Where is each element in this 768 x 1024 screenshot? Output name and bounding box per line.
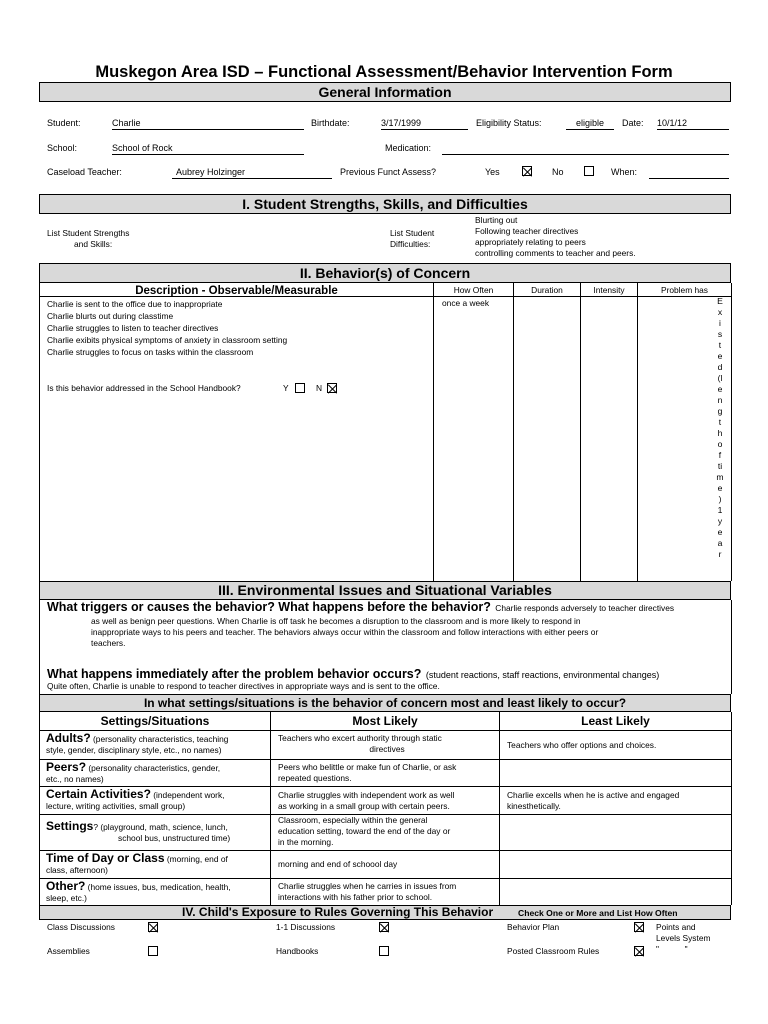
medication-label: Medication: <box>385 143 432 153</box>
divider <box>39 283 40 581</box>
vertical-char: 1 <box>717 505 723 515</box>
section-4-band <box>39 905 731 920</box>
birthdate-field[interactable]: 3/17/1999 <box>381 117 468 130</box>
behavior-plan-checkbox[interactable] <box>634 922 644 932</box>
list-item: Charlie struggles to listen to teacher directives <box>47 323 219 333</box>
adults-least-likely: Teachers who offer options and choices. <box>507 740 657 750</box>
after-block <box>47 667 727 682</box>
vertical-char: t <box>718 340 722 350</box>
list-item: Following teacher directives <box>475 226 579 236</box>
difficulties-list <box>475 215 636 259</box>
date-label: Date: <box>622 118 644 128</box>
peers-most-likely: Peers who belittle or make fun of Charlie, or ask repeated questions. <box>278 762 457 783</box>
divider <box>731 712 732 905</box>
col-how-often-header: How Often <box>453 285 494 295</box>
col-duration-header: Duration <box>531 285 563 295</box>
handbooks-label: Handbooks <box>276 946 319 956</box>
table-row: Time of Day or Class (morning, end of class, afternoon) <box>46 851 228 875</box>
class-discussions-label: Class Discussions <box>47 922 115 932</box>
one-on-one-discussions-checkbox[interactable] <box>379 922 389 932</box>
divider <box>731 283 732 581</box>
vertical-char: ) <box>718 494 722 504</box>
after-question: What happens immediately after the problem behavior occurs? <box>47 667 422 681</box>
vertical-char: o <box>717 439 723 449</box>
date-field[interactable]: 10/1/12 <box>657 117 729 130</box>
behaviors-list <box>47 298 287 358</box>
list-item: Blurting out <box>475 215 518 225</box>
section-2-header: II. Behavior(s) of Concern <box>39 263 731 283</box>
assemblies-checkbox[interactable] <box>148 946 158 956</box>
difficulties-label: List Student Difficulties: <box>390 228 435 249</box>
yes-checkbox[interactable] <box>522 166 532 176</box>
vertical-char: e <box>717 483 723 493</box>
col-least-likely-header: Least Likely <box>581 714 650 728</box>
school-field[interactable]: School of Rock <box>112 142 304 155</box>
adults-most-likely: Teachers who excert authority through static directives <box>278 733 442 754</box>
student-label: Student: <box>47 118 81 128</box>
divider <box>731 600 732 694</box>
divider <box>499 712 500 905</box>
handbook-y-checkbox[interactable] <box>295 383 305 393</box>
triggers-answer-1: Charlie responds adversely to teacher directives <box>495 603 675 613</box>
vertical-char: (l <box>717 373 723 383</box>
vertical-char: e <box>717 527 723 537</box>
col-problem-header: Problem has <box>660 285 708 295</box>
settings-band: In what settings/situations is the behavior of concern most and least likely to occur? <box>39 694 731 712</box>
vertical-char: e <box>717 384 723 394</box>
triggers-answer: as well as benign peer questions. When Charlie is off task he becomes a disruption to the classroom and is more likely to respond in inappropriate ways to his peers and teacher. The behaviors always occur within the classroom and follow interactions with either peers or teachers. <box>91 616 599 648</box>
caseload-teacher-field[interactable]: Aubrey Holzinger <box>172 166 332 179</box>
school-label: School: <box>47 143 78 153</box>
behavior-plan-note: Points and Levels System <box>656 922 711 943</box>
medication-field[interactable] <box>442 142 729 155</box>
vertical-char: i <box>719 318 721 328</box>
settings-most-likely: Classroom, especially within the general education setting, toward the end of the day or in the morning. <box>278 815 451 847</box>
divider <box>513 283 514 581</box>
vertical-char: e <box>717 351 723 361</box>
activities-most-likely: Charlie struggles with independent work as well as working in a small group with certain peers. <box>278 790 455 811</box>
vertical-char: x <box>717 307 723 317</box>
table-row: Settings? (playground, math, science, lunch, school bus, unstructured time) <box>46 819 231 843</box>
strengths-label: List Student Strengths and Skills: <box>47 228 130 249</box>
vertical-char: a <box>717 538 723 548</box>
no-label: No <box>552 167 564 177</box>
section-3-header: III. Environmental Issues and Situational Variables <box>39 581 731 600</box>
caseload-teacher-label: Caseload Teacher: <box>47 167 122 177</box>
list-item: controlling comments to teacher and peers. <box>475 248 636 258</box>
divider <box>39 712 40 905</box>
vertical-char: E <box>717 296 723 306</box>
list-item: Charlie is sent to the office due to inappropriate <box>47 299 223 309</box>
divider <box>637 283 638 581</box>
divider <box>433 283 434 581</box>
col-intensity-header: Intensity <box>593 285 625 295</box>
no-checkbox[interactable] <box>584 166 594 176</box>
list-item: Charlie blurts out during classtime <box>47 311 174 321</box>
vertical-char: s <box>717 329 723 339</box>
section-4-header: IV. Child's Exposure to Rules Governing This Behavior <box>182 905 494 919</box>
posted-rules-note: " " <box>656 944 688 954</box>
vertical-char: h <box>717 428 723 438</box>
general-information-header: General Information <box>39 82 731 102</box>
vertical-char: r <box>718 549 722 559</box>
birthdate-label: Birthdate: <box>311 118 350 128</box>
posted-rules-label: Posted Classroom Rules <box>507 946 600 956</box>
list-item: Charlie exibits physical symptoms of anxiety in classroom setting <box>47 335 288 345</box>
table-row: Peers? (personality characteristics, gender, etc., no names) <box>46 760 221 784</box>
handbook-n-label: N <box>316 383 323 393</box>
time-most-likely: morning and end of schoool day <box>278 859 398 869</box>
vertical-char: ti <box>717 461 723 471</box>
handbook-question: Is this behavior addressed in the School Handbook? <box>47 383 241 393</box>
class-discussions-checkbox[interactable] <box>148 922 158 932</box>
table-row: Certain Activities? (independent work, lecture, writing activities, small group) <box>46 787 225 811</box>
divider <box>580 283 581 581</box>
eligibility-label: Eligibility Status: <box>476 118 542 128</box>
vertical-char: m <box>716 472 724 482</box>
assemblies-label: Assemblies <box>47 946 90 956</box>
divider <box>39 878 731 879</box>
divider <box>39 600 40 694</box>
col-settings-header: Settings/Situations <box>100 714 210 728</box>
triggers-question: What triggers or causes the behavior? What happens before the behavior? <box>47 600 491 614</box>
vertical-char: y <box>717 516 723 526</box>
handbook-n-checkbox[interactable] <box>327 383 337 393</box>
when-label: When: <box>611 167 638 177</box>
problem-duration-vertical <box>714 296 726 560</box>
table-row: Adults? (personality characteristics, teaching style, gender, disciplinary style, etc., no names) <box>46 731 229 755</box>
posted-rules-checkbox[interactable] <box>634 946 644 956</box>
vertical-char: t <box>718 417 722 427</box>
previous-funct-assess-label: Previous Funct Assess? <box>340 167 437 177</box>
one-on-one-discussions-label: 1-1 Discussions <box>276 922 336 932</box>
col-description-header: Description - Observable/Measurable <box>135 285 338 297</box>
divider <box>270 712 271 905</box>
table-row: Other? (home issues, bus, medication, health, sleep, etc.) <box>46 879 231 903</box>
behavior-plan-label: Behavior Plan <box>507 922 560 932</box>
vertical-char: d <box>717 362 723 372</box>
vertical-char: f <box>718 450 722 460</box>
activities-least-likely: Charlie excells when he is active and engaged kinesthetically. <box>507 790 680 811</box>
vertical-char: g <box>717 406 723 416</box>
divider <box>39 730 731 731</box>
after-question-note: (student reactions, staff reactions, environmental changes) <box>425 670 660 680</box>
section-4-instruction: Check One or More and List How Often <box>518 908 678 918</box>
list-item: Charlie struggles to focus on tasks within the classroom <box>47 347 254 357</box>
handbooks-checkbox[interactable] <box>379 946 389 956</box>
student-field[interactable]: Charlie <box>112 117 304 130</box>
col-most-likely-header: Most Likely <box>352 714 418 728</box>
after-answer: Quite often, Charlie is unable to respond to teacher directives in appropriate ways and is sent to the office. <box>47 681 440 691</box>
divider <box>39 759 731 760</box>
eligibility-field[interactable]: eligible <box>566 117 614 130</box>
section-1-header: I. Student Strengths, Skills, and Difficulties <box>39 194 731 214</box>
how-often-value: once a week <box>442 298 490 308</box>
other-most-likely: Charlie struggles when he carries in issues from interactions with his father prior to school. <box>278 881 457 902</box>
form-title: Muskegon Area ISD – Functional Assessment/Behavior Intervention Form <box>95 63 673 81</box>
triggers-block <box>47 601 727 614</box>
handbook-y-label: Y <box>283 383 289 393</box>
yes-label: Yes <box>485 167 500 177</box>
vertical-char: n <box>717 395 723 405</box>
when-field[interactable] <box>649 166 729 179</box>
list-item: appropriately relating to peers <box>475 237 586 247</box>
